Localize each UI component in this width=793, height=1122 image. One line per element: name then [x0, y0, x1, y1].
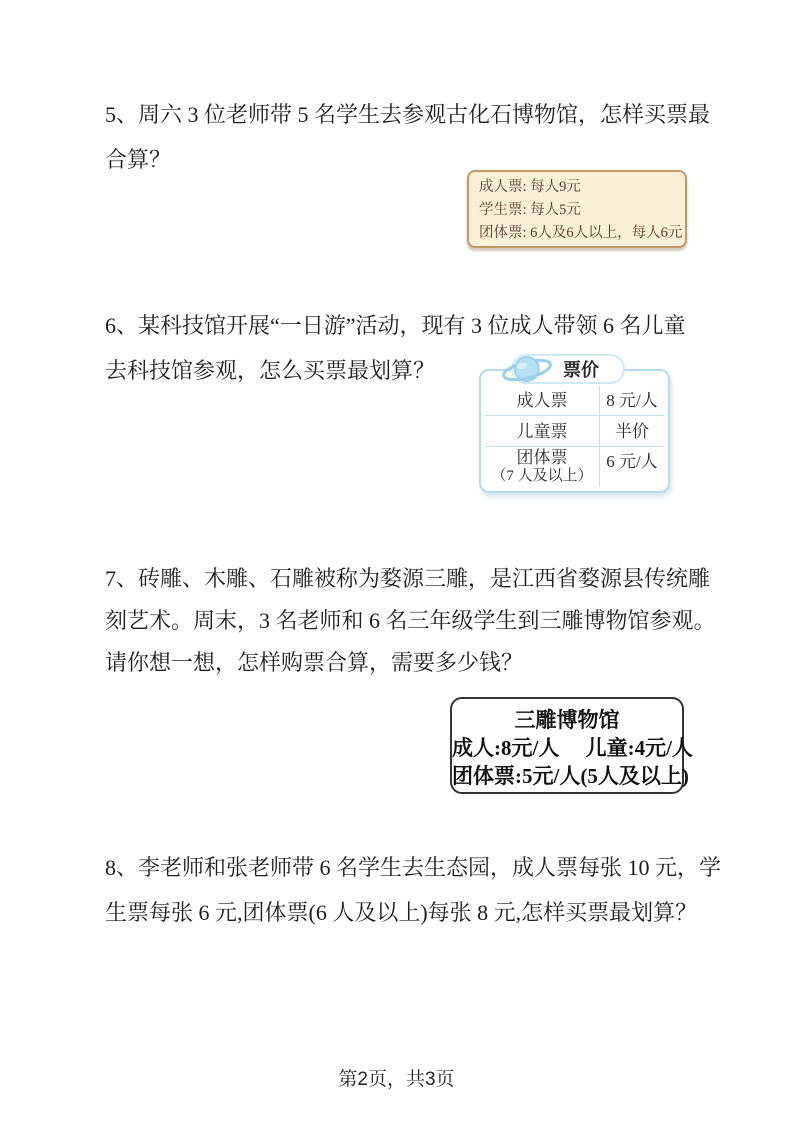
problem-8-line-1: 8、李老师和张老师带 6 名学生去生态园，成人票每张 10 元，学	[105, 855, 722, 880]
problem-5-line-1: 5、周六 3 位老师带 5 名学生去参观古化石博物馆，怎样买票最	[105, 102, 711, 127]
museum-title: 三雕博物馆	[514, 708, 620, 732]
group-label-sub: （7 人及以上）	[491, 468, 593, 484]
problem-7-line-3: 请你想一想，怎样购票合算，需要多少钱？	[105, 650, 524, 675]
page-footer: 第2页，共3页	[338, 1069, 455, 1090]
group-label-main: 团体票	[516, 448, 568, 467]
row-child-label: 儿童票	[485, 416, 600, 447]
museum-adult-child-price: 成人:8元/人 儿童:4元/人	[452, 736, 693, 760]
price-box-sandiao-museum	[450, 697, 693, 794]
price-table-grid	[485, 386, 664, 487]
adult-ticket-price: 成人票: 每人9元	[479, 179, 581, 195]
row-child-value: 半价	[600, 416, 664, 447]
problem-7-text	[105, 558, 716, 684]
problem-8-text	[105, 845, 722, 935]
problem-7-line-1: 7、砖雕、木雕、石雕被称为婺源三雕，是江西省婺源县传统雕	[105, 566, 711, 591]
problem-7-line-2: 刻艺术。周末，3 名老师和 6 名三年级学生到三雕博物馆参观。	[105, 608, 716, 633]
problem-6-line-1: 6、某科技馆开展“一日游”活动，现有 3 位成人带领 6 名儿童	[105, 313, 686, 338]
price-table-science-museum	[479, 354, 670, 494]
museum-group-price: 团体票:5元/人(5人及以上)	[452, 764, 689, 788]
row-group-value: 6 元/人	[606, 452, 658, 471]
row-adult-value: 8 元/人	[600, 386, 664, 416]
student-ticket-price: 学生票: 每人5元	[479, 202, 581, 218]
problem-6-line-2: 去科技馆参观，怎么买票最划算？	[105, 358, 436, 383]
row-group-label	[485, 447, 600, 487]
group-ticket-price: 团体票: 6人及6人以上，每人6元	[479, 225, 683, 241]
problem-5-line-2: 合算？	[105, 147, 172, 172]
problem-5-text	[105, 92, 711, 182]
price-table-title: 票价	[511, 354, 625, 384]
problem-8-line-2: 生票每张 6 元,团体票(6 人及以上)每张 8 元,怎样买票最划算？	[105, 900, 698, 925]
row-adult-label: 成人票	[485, 386, 600, 416]
price-box-museum-fossil	[467, 170, 687, 248]
planet-icon	[501, 352, 553, 388]
